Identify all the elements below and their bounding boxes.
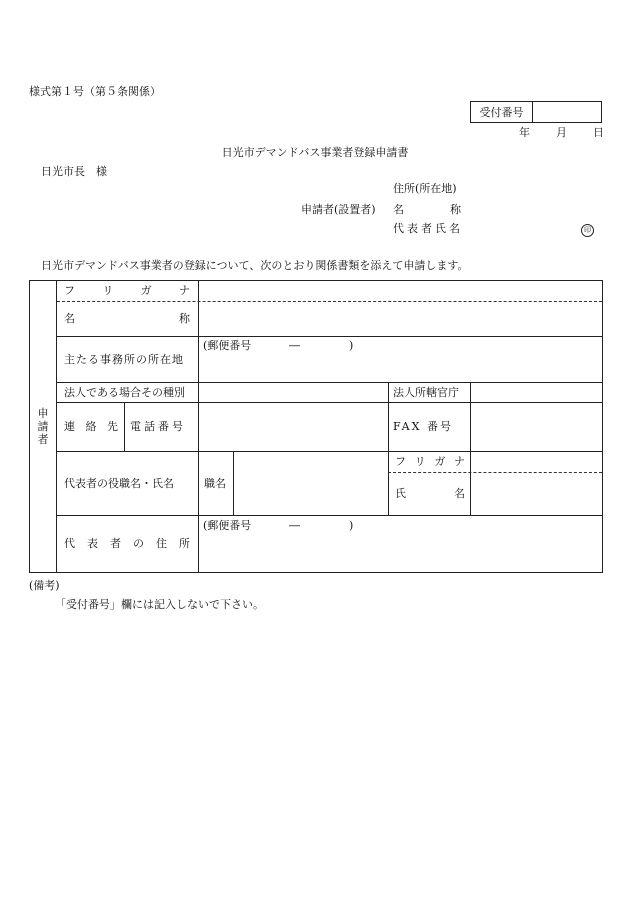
contact-char: 先 — [107, 420, 118, 433]
date-month: 月 — [556, 126, 567, 139]
receipt-box — [470, 101, 602, 123]
addr-char: の — [133, 537, 144, 550]
addressee: 日光市長 様 — [41, 165, 107, 178]
rep-postal-dash: ― — [289, 519, 300, 532]
rep-name-char: 名 — [454, 487, 465, 500]
rep-postal-prefix: (郵便番号 — [203, 519, 252, 532]
application-table — [29, 280, 603, 573]
kana-char: リ — [102, 284, 114, 297]
side-char: 請 — [37, 420, 49, 433]
applicant-representative-label: 代表者氏名 — [393, 222, 463, 235]
kana-char: フ — [64, 284, 75, 297]
contact-char: 絡 — [85, 420, 97, 433]
rep-postal-suffix: ) — [349, 519, 354, 532]
side-char: 者 — [37, 433, 49, 446]
addr-char: 者 — [110, 537, 121, 550]
name-label — [64, 302, 190, 336]
side-header-applicant — [30, 281, 56, 572]
corp-type-label: 法人である場合その種別 — [64, 385, 185, 399]
addr-char: 所 — [179, 537, 190, 550]
rep-furigana-field[interactable] — [471, 452, 602, 472]
rep-furigana-label — [395, 452, 465, 472]
corp-office-label: 法人所轄官庁 — [393, 385, 459, 399]
date-day: 日 — [593, 126, 604, 139]
kana-char: ガ — [434, 455, 446, 468]
office-address-label: 主たる事務所の所在地 — [64, 352, 184, 366]
notes-heading: (備考) — [29, 579, 60, 592]
name-char: 名 — [64, 312, 75, 325]
notes-line: 「受付番号」欄には記入しないで下さい。 — [55, 598, 264, 611]
seal-icon: 印 — [581, 224, 594, 237]
contact-char: 連 — [64, 420, 75, 433]
office-postal-dash: ― — [289, 339, 300, 352]
fax-field[interactable] — [471, 403, 602, 451]
side-char: 申 — [37, 407, 49, 420]
job-title-label: 職名 — [204, 476, 226, 490]
intro-text: 日光市デマンドバス事業者の登録について、次のとおり関係書類を添えて申請します。 — [41, 259, 469, 272]
rep-name-field[interactable] — [234, 452, 388, 515]
applicant-role-label: 申請者(設置者) — [301, 203, 376, 216]
office-postal-suffix: ) — [349, 339, 354, 352]
phone-field[interactable] — [199, 403, 388, 451]
name-char: 名 — [393, 203, 404, 216]
corp-type-field[interactable] — [199, 383, 388, 402]
seal-mark — [581, 222, 594, 237]
kana-char: リ — [414, 455, 426, 468]
rep-name-char: 氏 — [395, 487, 406, 500]
applicant-name-label — [393, 203, 461, 217]
corp-office-field[interactable] — [471, 383, 602, 402]
kana-char: ガ — [140, 284, 152, 297]
name-char: 称 — [450, 203, 461, 216]
receipt-number-field[interactable] — [533, 102, 601, 122]
kana-char: ナ — [178, 284, 190, 297]
furigana-label — [64, 281, 190, 301]
rep-address-label — [64, 516, 190, 572]
kana-char: フ — [395, 455, 406, 468]
form-number: 様式第１号（第５条関係） — [29, 85, 161, 98]
rep-fullname-field[interactable] — [471, 473, 602, 515]
receipt-label: 受付番号 — [471, 102, 533, 122]
rep-name-label — [395, 473, 465, 515]
date-year: 年 — [519, 126, 530, 139]
name-char: 称 — [179, 312, 190, 325]
office-postal-prefix: (郵便番号 — [203, 339, 252, 352]
phone-label: 電話番号 — [130, 420, 186, 433]
addr-char: 住 — [156, 537, 167, 550]
kana-char: ナ — [453, 455, 465, 468]
addr-char: 代 — [64, 537, 75, 550]
rep-address-field[interactable] — [199, 535, 602, 572]
furigana-field[interactable] — [199, 281, 602, 301]
contact-label — [64, 403, 118, 451]
fax-label: FAX 番号 — [393, 420, 453, 433]
office-address-field[interactable] — [199, 355, 602, 381]
applicant-address-label: 住所(所在地) — [393, 182, 457, 195]
rep-title-label: 代表者の役職名・氏名 — [64, 476, 174, 490]
addr-char: 表 — [87, 537, 98, 550]
name-field[interactable] — [199, 302, 602, 336]
document-title: 日光市デマンドバス事業者登録申請書 — [221, 146, 409, 159]
